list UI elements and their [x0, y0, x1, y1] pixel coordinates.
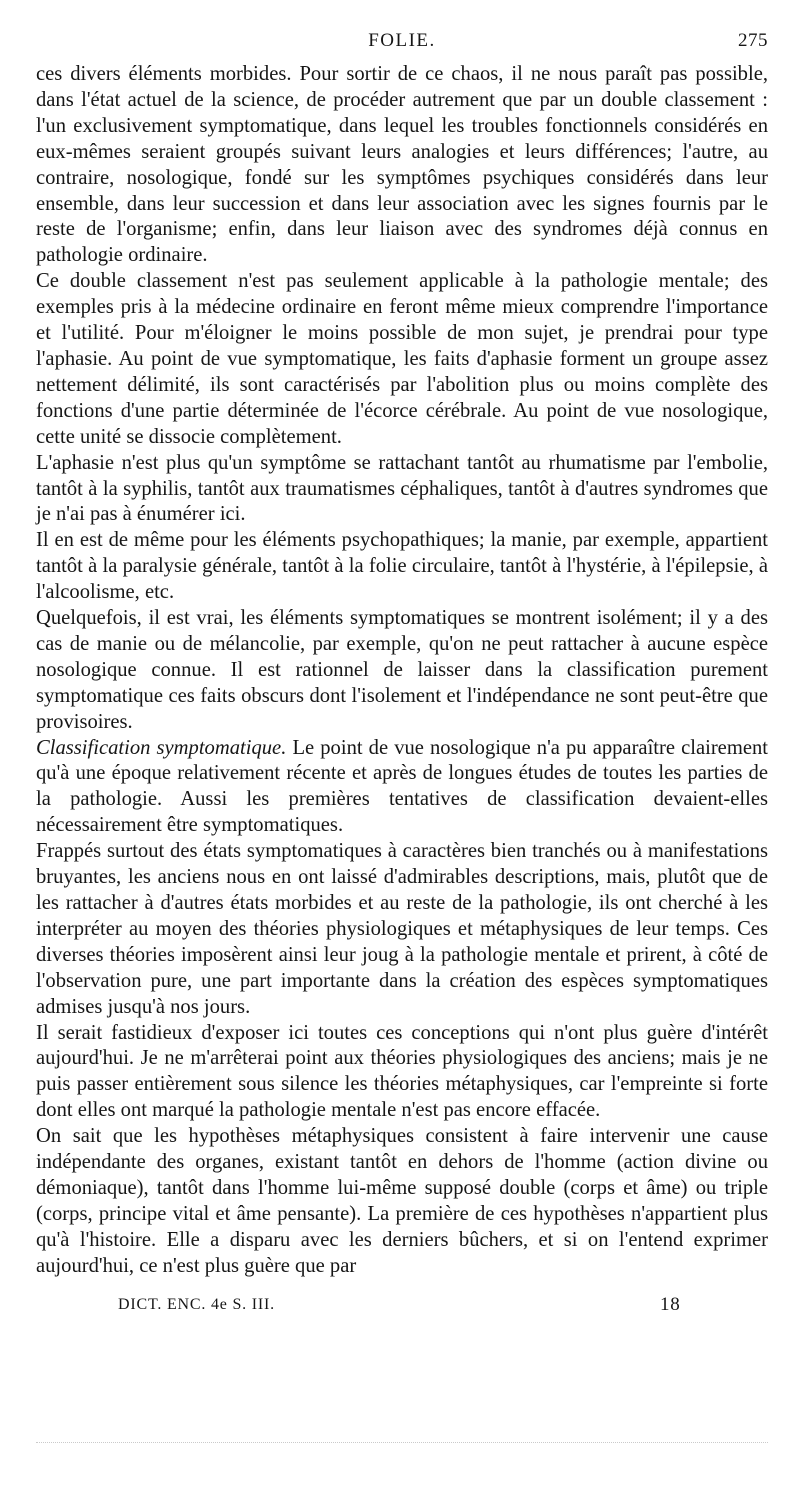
paragraph [36, 1124, 768, 1279]
paragraph [36, 269, 768, 450]
paragraph [36, 451, 768, 529]
page-number: 275 [738, 30, 768, 51]
paragraph [36, 606, 768, 736]
paragraph [36, 839, 768, 1020]
signature-number: 18 [660, 1293, 681, 1315]
paragraph [36, 736, 768, 840]
bottom-rule [36, 1442, 768, 1443]
paragraph-text: Quelquefois, il est vrai, les éléments symptomatiques se montrent isolément; il y a des cas de manie ou de mélancolie, par exemple, qu'on ne peut rattacher à aucune espèce nosologique connue. Il est rationnel de laisser dans la classification purement symptomatique ces faits obscurs dont l'isolement et l'indépendance ne sont peut-être que provisoires. [36, 607, 768, 733]
page-header [36, 26, 768, 56]
paragraph-text: On sait que les hypothèses métaphysiques consistent à faire intervenir une cause indépendante des organes, existant tantôt en dehors de l'homme (action divine ou démoniaque), tantôt dans l'homme lui-même supposé double (corps et âme) ou triple (corps, principe vital et âme pensante). La première de ces hypothèses n'appartient plus qu'à l'histoire. Elle a disparu avec les derniers bûchers, et si on l'entend exprimer aujourd'hui, ce n'est plus guère que par [36, 1125, 768, 1277]
paragraph-text: Ce double classement n'est pas seulement applicable à la pathologie mentale; des exemples pris à la médecine ordinaire en feront même mieux comprendre l'importance et l'utilité. Pour m'éloigner le moins possible de mon sujet, je prendrai pour type l'aphasie. Au point de vue symptomatique, les faits d'aphasie forment un groupe assez nettement délimité, ils sont caractérisés par l'abolition plus ou moins complète des fonctions d'une partie déterminée de l'écorce cérébrale. Au point de vue nosologique, cette unité se dissocie complètement. [36, 270, 768, 448]
section-heading: Classification symptomatique. [36, 736, 287, 759]
paragraph-text: L'aphasie n'est plus qu'un symptôme se rattachant tantôt au rhumatisme par l'embolie, tantôt à la syphilis, tantôt aux traumatismes céphaliques, tantôt à d'autres syndromes que je n'ai pas à énumérer ici. [36, 451, 768, 526]
paragraph-text: Il en est de même pour les éléments psychopathiques; la manie, par exemple, appartient tantôt à la paralysie générale, tantôt à la folie circulaire, tantôt à l'hystérie, à l'épilepsie, à l'alcoolisme, etc. [36, 529, 768, 604]
page-footer [36, 1294, 768, 1322]
body-text [36, 62, 768, 1280]
paragraph [36, 528, 768, 606]
paragraph-text: Frappés surtout des états symptomatiques à caractères bien tranchés ou à manifestations bruyantes, les anciens nous en ont laissé d'admirables descriptions, mais, plutôt que de les rattacher à d'autres états morbides et au reste de la pathologie, ils ont cherché à les interpréter au moyen des théories physiologiques et métaphysiques de leur temps. Ces diverses théories imposèrent ainsi leur joug à la pathologie mentale et prirent, à côté de l'observation pure, une part importante dans la création des espèces symptomatiques admises jusqu'à nos jours. [36, 840, 768, 1018]
signature-mark: DICT. ENC. 4e S. III. [118, 1295, 275, 1313]
book-page [36, 26, 768, 1322]
running-head: FOLIE. [368, 30, 436, 51]
paragraph-text: Il serait fastidieux d'exposer ici toutes ces conceptions qui n'ont plus guère d'intérêt aujourd'hui. Je ne m'arrêterai point aux théories physiologiques des anciens; mais je ne puis passer entièrement sous silence les théories métaphysiques, car l'empreinte si forte dont elles ont marqué la pathologie mentale n'est pas encore effacée. [36, 1021, 768, 1122]
paragraph-text: ces divers éléments morbides. Pour sortir de ce chaos, il ne nous paraît pas possible, dans l'état actuel de la science, de procéder autrement que par un double classement : l'un exclusivement symptomatique, dans lequel les troubles fonctionnels considérés en eux-mêmes seraient groupés suivant leurs analogies et leurs différences; l'autre, au contraire, nosologique, fondé sur les symptômes psychiques considérés dans leur ensemble, dans leur succession et dans leur association avec les signes fournis par le reste de l'organisme; enfin, dans leur liaison avec des syndromes déjà connus en pathologie ordinaire. [36, 63, 768, 267]
paragraph-text: Le point de vue nosologique n'a pu apparaître clairement qu'à une époque relativement récente et après de longues études de toutes les parties de la pathologie. Aussi les premières tentatives de classification devaient-elles nécessairement être symptomatiques. [36, 736, 768, 837]
paragraph [36, 1021, 768, 1125]
paragraph [36, 62, 768, 269]
